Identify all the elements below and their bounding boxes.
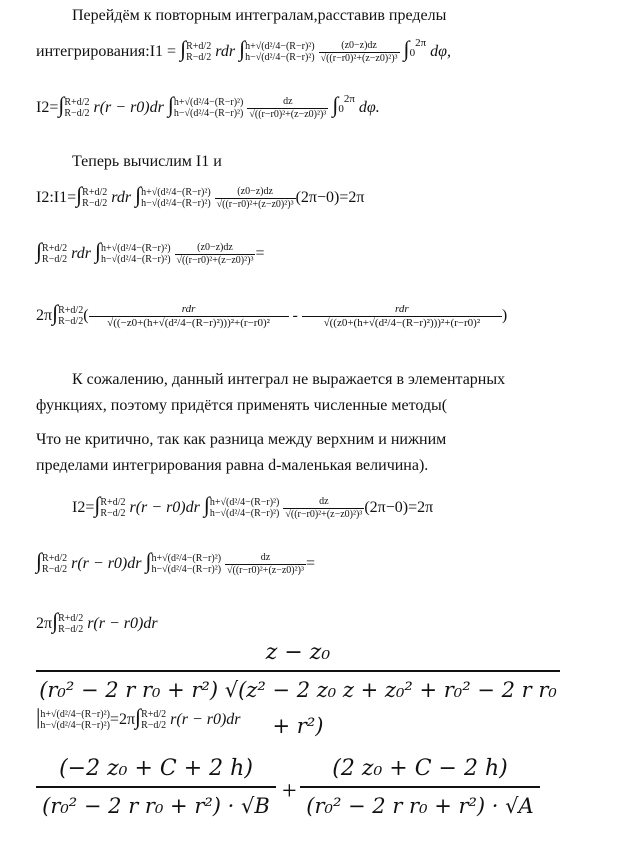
antiderivative-denominator: (r₀² − 2 r r₀ + r²) √(z² − 2 z₀ z + z₀² + r₀² − 2 r r₀ + r²)	[39, 678, 557, 738]
r-upper-limit: R+d/2	[100, 497, 126, 509]
z-upper-limit: h+√(d²/4−(R−r)²)	[173, 97, 244, 109]
dphi-term: dφ,	[430, 43, 451, 60]
i1-equation: интегрирования:I1 = ∫ R+d/2 R−d/2 rdr ∫ h+√(d²/4−(R−r)²) h−√(d²/4−(R−r)²) $\frac{(z0-z)dz}{\text{√((r−r0)²+(z−z0)²)³}}$ $\int 0^{2\pi}$ dφ,	[36, 36, 451, 64]
left-fraction-numerator: rdr	[89, 303, 289, 317]
final-right-denominator: (r₀² − 2 r r₀ + r²) · √A	[306, 794, 534, 818]
i2i1-label: I2:I1=	[36, 189, 77, 206]
r-lower-limit: R−d/2	[100, 508, 126, 520]
integrand-numerator: dz	[283, 496, 364, 509]
two-pi-result: (2π−0)=2π	[295, 189, 365, 206]
two-pi-factor: 2π	[36, 615, 53, 632]
z-upper-limit: h+√(d²/4−(R−r)²)	[209, 497, 280, 509]
two-pi-factor: =2π	[109, 711, 136, 728]
r-lower-limit: R−d/2	[58, 316, 84, 328]
i1-integral-line: ∫ R+d/2 R−d/2 rdr ∫ h+√(d²/4−(R−r)²) h−√(d²/4−(R−r)²) $\frac{(z0-z)dz}{\text{√((r−r0)²+(z−z0)²)³}}$ =	[36, 238, 265, 266]
final-left-fraction	[36, 752, 276, 824]
i1-difference-line: 2π∫ R+d/2 R−d/2 ( $\frac{\text{rdr}}{\text{√((−z0+(h+√(d²/4−(R−r)²)))²+(r−r0)²}}$ - $\frac{\text{rdr}}{\text{√((z0+(h+√(d²/4−(R−r)²)))²+(r−r0)²}}$ )	[36, 300, 508, 329]
dphi-term: dφ.	[358, 99, 380, 116]
integrand-denominator: √((r−r0)²+(z−z0)²)³	[249, 108, 327, 120]
plus-sign: +	[282, 776, 297, 805]
note-text-2: функциях, поэтому придётся применять численные методы(	[36, 397, 448, 414]
z-lower-limit: h−√(d²/4−(R−r)²)	[245, 52, 315, 64]
intro-text: Перейдём к повторным интегралам,расставив пределы	[72, 7, 447, 24]
r-lower-limit: R−d/2	[186, 52, 212, 64]
r-r0-dr-term: r(r − r0)dr	[129, 499, 200, 516]
r-upper-limit: R+d/2	[58, 305, 84, 317]
evaluation-line: | h+√(d²/4−(R−r)²) h−√(d²/4−(R−r)²) =2π∫ R+d/2 R−d/2 r(r − r0)dr	[36, 704, 241, 732]
r-lower-limit: R−d/2	[82, 198, 108, 210]
r-lower-limit: R−d/2	[42, 254, 68, 266]
r-upper-limit: R+d/2	[42, 553, 68, 565]
r-r0-dr-term: r(r − r0)dr	[170, 711, 241, 728]
z-upper-limit: h+√(d²/4−(R−r)²)	[101, 243, 171, 255]
note-text-4: пределами интегрирования равна d-маленькая величина).	[36, 457, 429, 474]
final-left-denominator: (r₀² − 2 r r₀ + r²) · √B	[42, 794, 270, 818]
z-upper-limit: h+√(d²/4−(R−r)²)	[151, 553, 222, 565]
r-upper-limit: R+d/2	[64, 97, 90, 109]
r-r0-dr-term: r(r − r0)dr	[71, 555, 142, 572]
integrand-denominator: √((r−r0)²+(z−z0)²)³	[227, 564, 304, 576]
i2-equation: I2=∫ R+d/2 R−d/2 r(r − r0)dr ∫ h+√(d²/4−(R−r)²) h−√(d²/4−(R−r)²) $\frac{dz}{\text{√((r−r0)²+(z−z0)²)³}}$ $\int 0^{2\pi}$ dφ.	[36, 92, 380, 120]
integrand-numerator: (z0−z)dz	[175, 242, 256, 255]
integrand-numerator: dz	[247, 96, 328, 109]
z-upper-limit: h+√(d²/4−(R−r)²)	[141, 187, 211, 199]
rdr-term: rdr	[111, 189, 132, 206]
integrand-numerator: dz	[225, 552, 306, 565]
i2i1-equation: I2:I1=∫ R+d/2 R−d/2 rdr ∫ h+√(d²/4−(R−r)²) h−√(d²/4−(R−r)²) $\frac{(z0-z)dz}{\text{√((r−r0)²+(z−z0)²)³}}$ (2π−0)=2π	[36, 182, 365, 210]
i2-outer-line: 2π∫ R+d/2 R−d/2 r(r − r0)dr	[36, 608, 158, 636]
r-upper-limit: R+d/2	[58, 613, 84, 625]
r-lower-limit: R−d/2	[58, 624, 84, 636]
z-lower-limit: h−√(d²/4−(R−r)²)	[101, 254, 171, 266]
z-lower-limit: h−√(d²/4−(R−r)²)	[40, 720, 110, 732]
minus-sign: -	[288, 307, 302, 324]
two-pi-result: (2π−0)=2π	[364, 499, 434, 516]
z-upper-limit: h+√(d²/4−(R−r)²)	[40, 709, 110, 721]
integrand-denominator: √((r−r0)²+(z−z0)²)³	[285, 508, 363, 520]
integrand-numerator: (z0−z)dz	[215, 186, 296, 199]
i2-label: I2=	[72, 499, 95, 516]
integrand-numerator: (z0−z)dz	[319, 40, 400, 53]
r-lower-limit: R−d/2	[42, 564, 68, 576]
equals-sign: =	[305, 555, 315, 572]
final-left-numerator: (−2 z₀ + C + 2 h)	[36, 752, 276, 788]
i1-label: интегрирования:I1 =	[36, 43, 177, 60]
z-lower-limit: h−√(d²/4−(R−r)²)	[173, 108, 244, 120]
right-fraction-denominator: √((z0+(h+√(d²/4−(R−r)²)))²+(r−r0)²	[323, 316, 481, 329]
two-pi-factor: 2π	[36, 307, 53, 324]
r-r0-dr-term: r(r − r0)dr	[87, 615, 158, 632]
final-right-fraction	[300, 752, 540, 824]
z-lower-limit: h−√(d²/4−(R−r)²)	[209, 508, 280, 520]
r-r0-dr-term: r(r − r0)dr	[93, 99, 164, 116]
z-upper-limit: h+√(d²/4−(R−r)²)	[245, 41, 315, 53]
integrand-denominator: √((r−r0)²+(z−z0)²)³	[320, 52, 398, 64]
note-text-3: Что не критично, так как разница между верхним и нижним	[36, 431, 447, 448]
left-fraction-denominator: √((−z0+(h+√(d²/4−(R−r)²)))²+(r−r0)²	[107, 316, 270, 329]
note-text-1: К сожалению, данный интеграл не выражается в элементарных	[72, 371, 506, 388]
r-upper-limit: R+d/2	[186, 41, 212, 53]
i2-compute-line: I2=∫ R+d/2 R−d/2 r(r − r0)dr ∫ h+√(d²/4−(R−r)²) h−√(d²/4−(R−r)²) $\frac{dz}{\text{√((r−r0)²+(z−z0)²)³}}$ (2π−0)=2π	[72, 492, 434, 520]
equals-sign: =	[255, 245, 265, 262]
compute-text: Теперь вычислим I1 и	[72, 153, 222, 170]
rdr-term: rdr	[215, 43, 236, 60]
antiderivative-numerator: z − z₀	[36, 636, 560, 672]
i2-label: I2=	[36, 99, 59, 116]
r-lower-limit: R−d/2	[141, 720, 167, 732]
r-upper-limit: R+d/2	[141, 709, 167, 721]
z-lower-limit: h−√(d²/4−(R−r)²)	[141, 198, 211, 210]
r-upper-limit: R+d/2	[82, 187, 108, 199]
i2-integral-line: ∫ R+d/2 R−d/2 r(r − r0)dr ∫ h+√(d²/4−(R−r)²) h−√(d²/4−(R−r)²) $\frac{dz}{\text{√((r−r0)²+(z−z0)²)³}}$ =	[36, 548, 315, 576]
right-fraction-numerator: rdr	[302, 303, 502, 317]
integrand-denominator: √((r−r0)²+(z−z0)²)³	[216, 198, 294, 210]
r-lower-limit: R−d/2	[64, 108, 90, 120]
integrand-denominator: √((r−r0)²+(z−z0)²)³	[176, 254, 254, 266]
rdr-term: rdr	[71, 245, 91, 262]
z-lower-limit: h−√(d²/4−(R−r)²)	[151, 564, 222, 576]
r-upper-limit: R+d/2	[42, 243, 68, 255]
final-right-numerator: (2 z₀ + C − 2 h)	[300, 752, 540, 788]
